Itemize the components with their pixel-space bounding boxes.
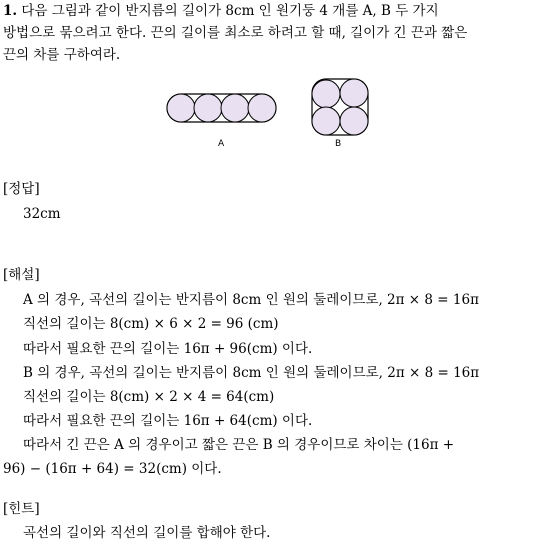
solution-line: 따라서 필요한 끈의 길이는 16π + 64(cm) 이다. xyxy=(23,413,313,429)
figure-b-circle xyxy=(312,107,340,135)
figure-b-label: B xyxy=(335,139,342,149)
figure-b-diagram xyxy=(311,77,369,137)
solution-line: A 의 경우, 곡선의 길이는 반지름이 8cm 인 원의 둘레이므로, 2π × 8 = 16π xyxy=(23,292,479,308)
problem-line-3: 끈의 차를 구하여라. xyxy=(3,47,121,63)
figure-a-circle xyxy=(167,94,195,122)
solution-line: 따라서 긴 끈은 A 의 경우이고 짧은 끈은 B 의 경우이므로 차이는 (16π + xyxy=(23,437,455,453)
figure-a-circle xyxy=(221,94,249,122)
problem-text-1: 다음 그림과 같이 반지름의 길이가 8cm 인 원기둥 4 개를 A, B 두 가지 xyxy=(21,3,439,19)
solution-line: 직선의 길이는 8(cm) × 2 × 4 = 64(cm) xyxy=(23,389,275,405)
figure-b-circle xyxy=(312,80,340,108)
solution-line: 직선의 길이는 8(cm) × 6 × 2 = 96 (cm) xyxy=(23,316,279,332)
figure-a-diagram xyxy=(166,92,278,124)
problem-line-2: 방법으로 묶으려고 한다. 끈의 길이를 최소로 하려고 할 때, 길이가 긴 끈과 짧은 xyxy=(3,25,468,41)
figure-b-circle xyxy=(340,107,368,135)
answer-heading: [정답] xyxy=(3,181,40,197)
problem-number: 1. xyxy=(3,3,18,19)
solution-line: 96) − (16π + 64) = 32(cm) 이다. xyxy=(3,461,222,477)
figure-b-circle xyxy=(340,79,368,107)
solution-heading: [해설] xyxy=(3,267,40,283)
figure-a-circle xyxy=(194,94,222,122)
answer-value: 32cm xyxy=(23,206,61,222)
solution-line: B 의 경우, 곡선의 길이는 반지름이 8cm 인 원의 둘레이므로, 2π × 8 = 16π xyxy=(23,365,480,381)
hint-text: 곡선의 길이와 직선의 길이를 합해야 한다. xyxy=(23,525,271,541)
problem-line-1 xyxy=(3,2,439,20)
hint-heading: [힌트] xyxy=(3,501,40,517)
figure-a-circle xyxy=(248,94,276,122)
figure-a-label: A xyxy=(218,139,225,149)
solution-line: 따라서 필요한 끈의 길이는 16π + 96(cm) 이다. xyxy=(23,341,313,357)
